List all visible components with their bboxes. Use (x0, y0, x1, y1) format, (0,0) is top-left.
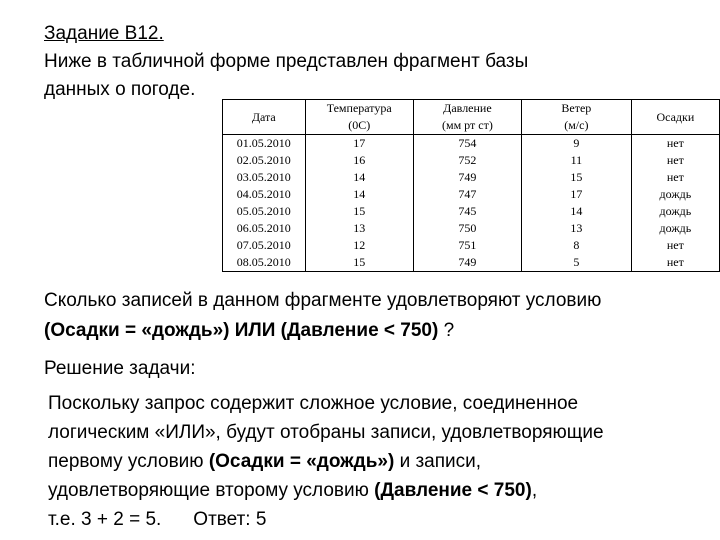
header-precipitation: Осадки (631, 100, 719, 135)
column-wind: 9 11 15 17 14 13 8 5 (521, 135, 631, 272)
column-temperature: 17 16 14 14 15 13 12 15 (305, 135, 413, 272)
header-temperature: Температура (0С) (305, 100, 413, 135)
solution-line-1: Поскольку запрос содержит сложное условие, соединенное (48, 393, 579, 414)
question-mark: ? (438, 320, 455, 341)
task-number: Задание В12. (44, 23, 164, 44)
question-line-2 (44, 316, 704, 346)
column-date: 01.05.2010 02.05.2010 03.05.2010 04.05.2010 05.05.2010 06.05.2010 07.05.2010 08.05.2010 (223, 135, 306, 272)
task-title (44, 20, 684, 104)
table-header-row (223, 100, 720, 135)
header-date: Дата (223, 100, 306, 135)
question-condition: (Осадки = «дождь») ИЛИ (Давление < 750) (44, 320, 439, 341)
answer: Ответ: 5 (193, 509, 267, 530)
solution-line-4: удовлетворяющие второму условию (Давление < 750), (48, 480, 538, 501)
solution-line-3: первому условию (Осадки = «дождь») и записи, (48, 451, 482, 472)
table-body (223, 135, 720, 272)
solution-heading: Решение задачи: (44, 358, 196, 379)
condition-precipitation: (Осадки = «дождь») (208, 451, 395, 472)
column-pressure: 754 752 749 747 745 750 751 749 (413, 135, 521, 272)
solution-line-5: т.е. 3 + 2 = 5. Ответ: 5 (48, 509, 267, 530)
header-wind: Ветер (м/с) (521, 100, 631, 135)
weather-table (222, 99, 720, 272)
header-pressure: Давление (мм рт ст) (413, 100, 521, 135)
column-precipitation: нет нет нет дождь дождь дождь нет нет (631, 135, 719, 272)
question (44, 286, 704, 346)
condition-pressure: (Давление < 750) (374, 480, 532, 501)
task-description-line-1: Ниже в табличной форме представлен фрагмент базы (44, 51, 529, 72)
solution-text (48, 389, 708, 534)
task-description-line-2: данных о погоде. (44, 79, 196, 100)
solution-line-2: логическим «ИЛИ», будут отобраны записи, удовлетворяющие (48, 422, 604, 443)
question-line-1: Сколько записей в данном фрагменте удовлетворяют условию (44, 290, 602, 311)
